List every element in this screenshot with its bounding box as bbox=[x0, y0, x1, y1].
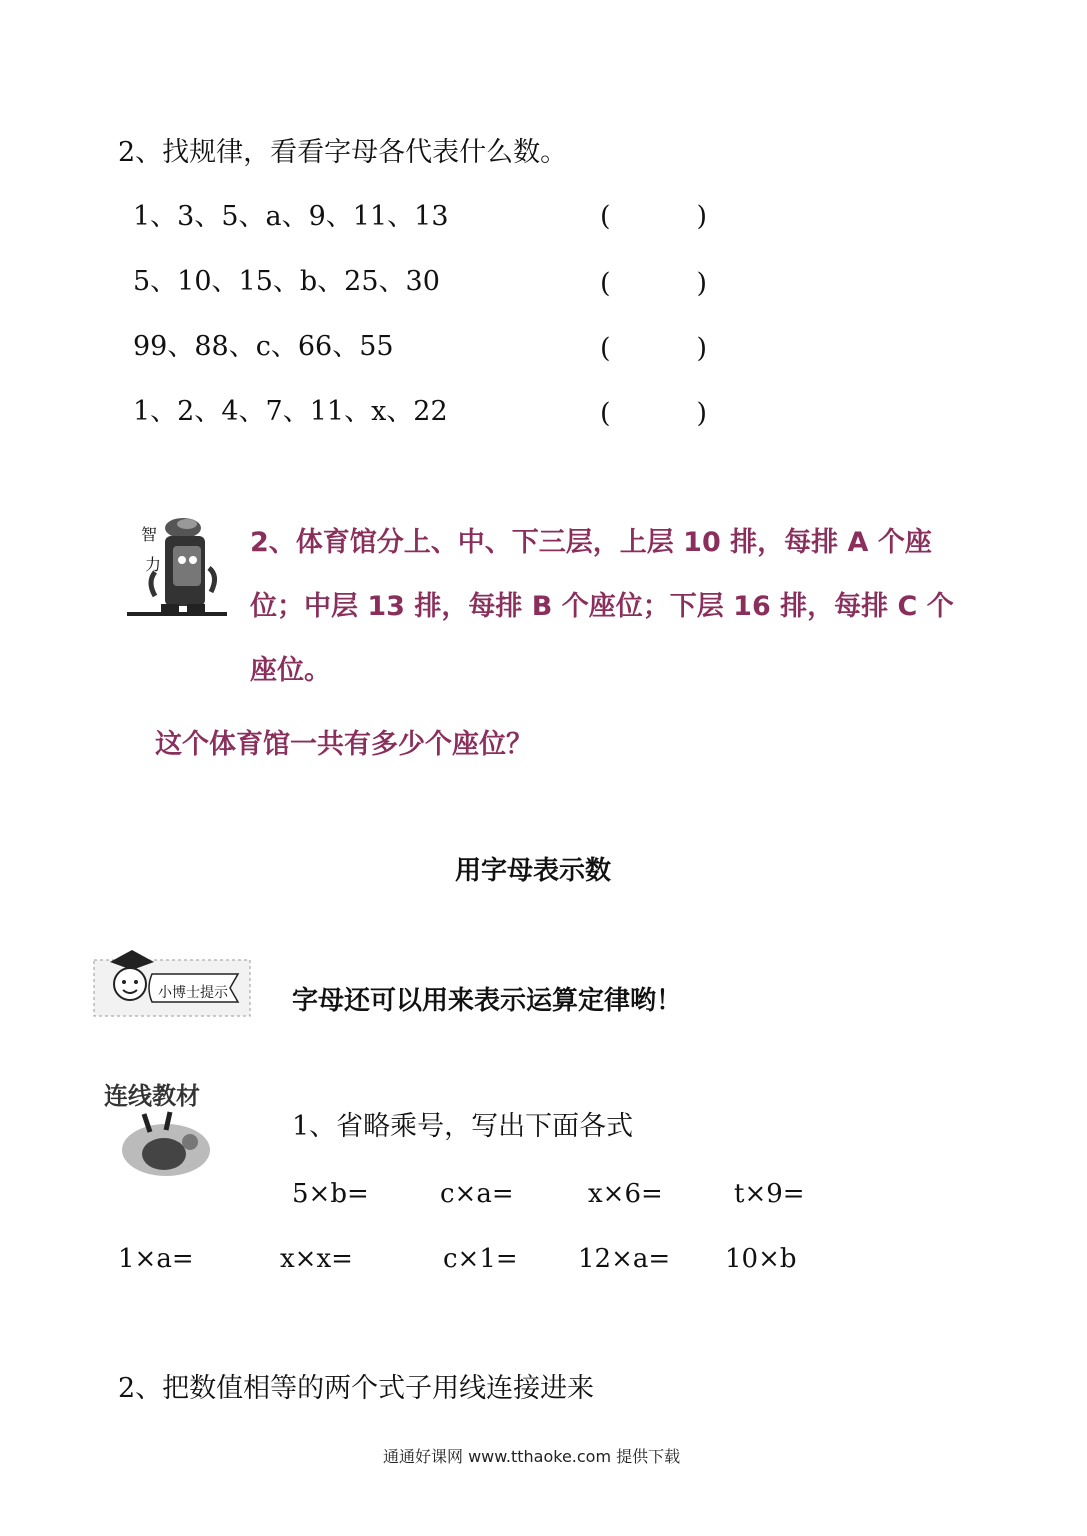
brain-label-2: 力 bbox=[145, 555, 162, 574]
footer-text: 通通好课网 www.tthaoke.com 提供下载 bbox=[383, 1447, 681, 1466]
stadium-problem-line-1: 2、体育馆分上、中、下三层，上层 10 排，每排 A 个座 bbox=[250, 527, 932, 558]
textbook-badge bbox=[104, 1072, 232, 1182]
sequence-row-2: 5、10、15、b、25、30 bbox=[133, 266, 440, 297]
expr-2-4: 12×a= bbox=[578, 1244, 671, 1274]
expr-1-4: t×9= bbox=[734, 1179, 805, 1209]
expr-1-3: x×6= bbox=[588, 1179, 663, 1209]
tip-text: 字母还可以用来表示运算定律哟！ bbox=[292, 986, 683, 1016]
answer-blank-1[interactable]: ( ) bbox=[600, 201, 708, 232]
expr-2-1: 1×a= bbox=[118, 1244, 194, 1274]
doctor-tip-badge bbox=[92, 948, 252, 1020]
brain-robot-icon bbox=[125, 512, 235, 622]
answer-blank-2[interactable]: ( ) bbox=[600, 268, 708, 299]
expr-2-3: c×1= bbox=[443, 1244, 518, 1274]
tip-badge-label: 小博士提示 bbox=[158, 985, 228, 1001]
expr-1-1: 5×b= bbox=[292, 1179, 369, 1209]
stadium-question: 这个体育馆一共有多少个座位？ bbox=[155, 729, 533, 760]
sequence-row-4: 1、2、4、7、11、x、22 bbox=[133, 396, 448, 427]
expr-2-5: 10×b bbox=[725, 1244, 797, 1274]
answer-blank-3[interactable]: ( ) bbox=[600, 333, 708, 364]
sequence-row-3: 99、88、c、66、55 bbox=[133, 331, 394, 362]
section1-title: 2、找规律，看看字母各代表什么数。 bbox=[118, 137, 568, 168]
q2-title: 2、把数值相等的两个式子用线连接进来 bbox=[118, 1373, 595, 1404]
answer-blank-4[interactable]: ( ) bbox=[600, 398, 708, 429]
sequence-row-1: 1、3、5、a、9、11、13 bbox=[133, 201, 449, 232]
stadium-problem bbox=[250, 511, 980, 703]
expr-1-2: c×a= bbox=[440, 1179, 514, 1209]
textbook-badge-label: 连线教材 bbox=[104, 1082, 200, 1110]
q1-title: 1、省略乘号，写出下面各式 bbox=[292, 1111, 634, 1142]
stadium-problem-line-2: 位；中层 13 排，每排 B 个座位；下层 16 排，每排 C 个 bbox=[250, 591, 954, 622]
section2-heading: 用字母表示数 bbox=[455, 856, 612, 886]
expr-2-2: x×x= bbox=[280, 1244, 353, 1274]
brain-label-1: 智 bbox=[141, 525, 158, 544]
stadium-problem-line-3: 座位。 bbox=[250, 655, 331, 686]
